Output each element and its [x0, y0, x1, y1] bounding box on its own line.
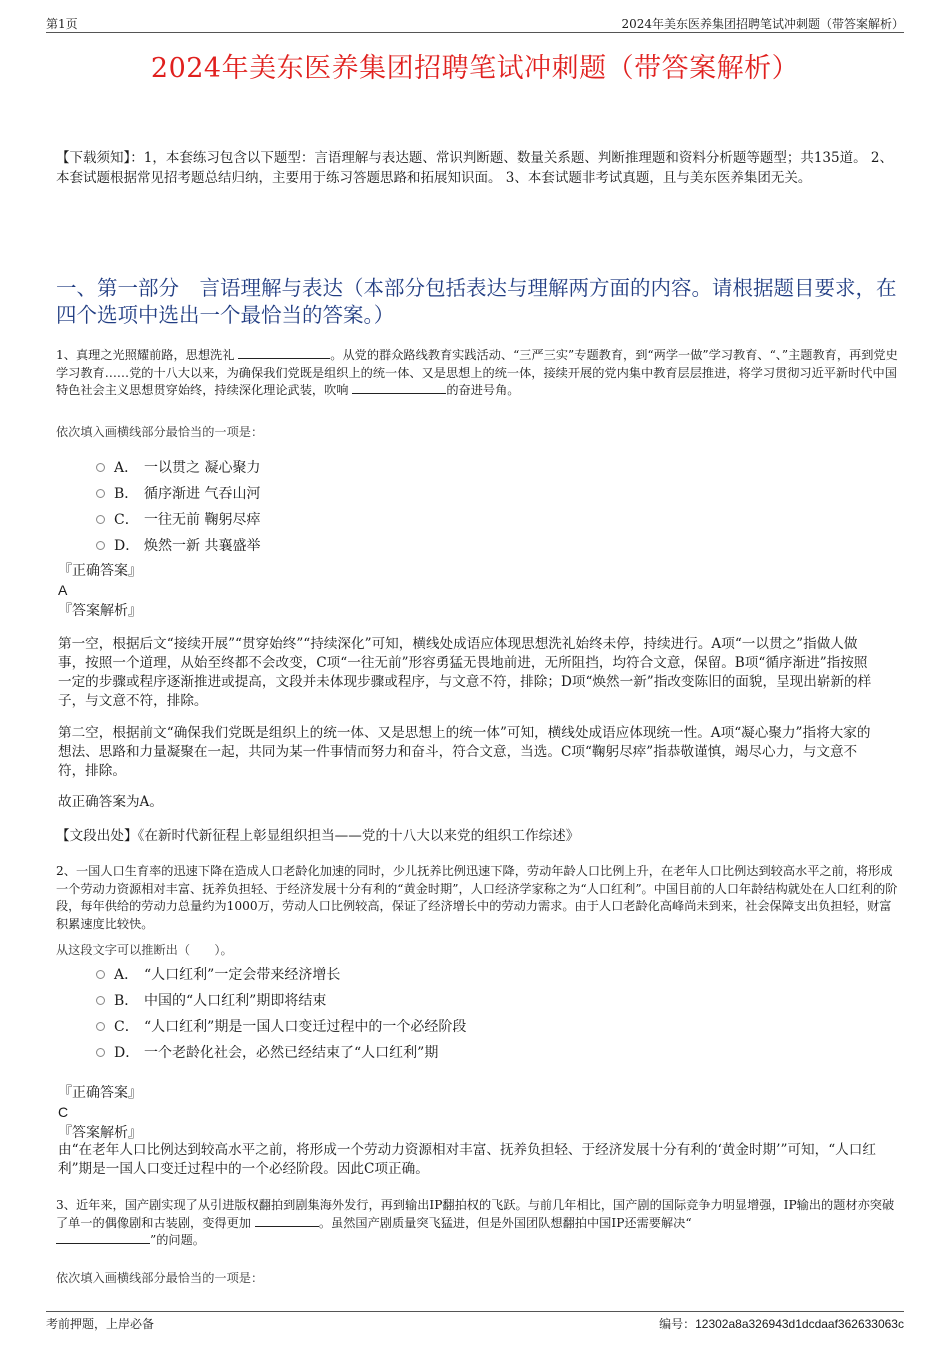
radio-icon[interactable] [96, 463, 105, 472]
radio-icon[interactable] [96, 970, 105, 979]
analysis-paragraph: 由“在老年人口比例达到较高水平之前，将形成一个劳动力资源相对丰富、抚养负担轻、于经济发展十分有利的‘黄金时期’”可知，“人口红利”期是一国人口变迁过程中的一个必经阶段。因此C项正确。 [58, 1142, 876, 1177]
page-footer [46, 1311, 904, 1331]
question-3-stem: 3、近年来，国产剧实现了从引进版权翻拍到剧集海外发行，再到输出IP翻拍权的飞跃。与前几年相比，国产剧的国际竞争力明显增强，IP输出的题材亦突破了单一的偶像剧和古装剧，变得更加 。虽然国产剧质量突飞猛进，但是外国团队想翻拍中国IP还需要解决“ ”的问题。 [56, 1198, 895, 1248]
download-notice: 【下载须知】：1，本套练习包含以下题型：言语理解与表达题、常识判断题、数量关系题、判断推理题和资料分析题等题型；共135道。 2、本套试题根据常见招考题总结归纳，主要用于练习答题思路和拓展知识面。 3、本套试题非考试真题，且与美东医养集团无关。 [56, 150, 893, 186]
fill-blank [255, 1215, 319, 1227]
radio-icon[interactable] [96, 489, 105, 498]
page-header [46, 14, 904, 33]
question-2-options [96, 961, 466, 1065]
option-c[interactable]: C． “人口红利”期是一国人口变迁过程中的一个必经阶段 [96, 1013, 466, 1039]
fill-blank [238, 347, 330, 359]
analysis-paragraph-2: 第二空，根据前文“确保我们党既是组织上的统一体、又是思想上的统一体”可知，横线处成语应体现统一性。A项“凝心聚力”指将大家的想法、思路和力量凝聚在一起，共同为某一件事情而努力和奋斗，符合文意，当选。C项“鞠躬尽瘁”指恭敬谨慎，竭尽心力，与文意不符，排除。 [58, 725, 871, 779]
radio-icon[interactable] [96, 1022, 105, 1031]
option-a[interactable]: A． 一以贯之 凝心聚力 [96, 454, 260, 480]
question-3-hint: 依次填入画横线部分最恰当的一项是： [56, 1271, 264, 1285]
option-d[interactable]: D． 一个老龄化社会，必然已经结束了“人口红利”期 [96, 1039, 466, 1065]
radio-icon[interactable] [96, 515, 105, 524]
option-b[interactable]: B． 中国的“人口红利”期即将结束 [96, 987, 466, 1013]
question-1-stem: 1、真理之光照耀前路，思想洗礼 。从党的群众路线教育实践活动、“三严三实”专题教育，到“两学一做”学习教育、“、”主题教育，再到党史学习教育……党的十八大以来，为确保我们党既是组织上的统一体、又是思想上的统一体，接续开展的党内集中教育层层推进，将学习贯彻习近平新时代中国特色社会主义思想贯穿始终，持续深化理论武装，吹响 的奋进号角。 [56, 348, 898, 398]
option-c[interactable]: C． 一往无前 鞠躬尽瘁 [96, 506, 260, 532]
source-citation: 【文段出处】《在新时代新征程上彰显组织担当——党的十八大以来党的组织工作综述》 [56, 828, 580, 844]
conclusion: 故正确答案为A。 [58, 794, 163, 810]
correct-answer: A [58, 582, 68, 598]
section-title: 一、第一部分 言语理解与表达（本部分包括表达与理解两方面的内容。请根据题目要求，在四个选项中选出一个最恰当的答案。） [56, 276, 897, 327]
analysis-label: 『答案解析』 [58, 1125, 142, 1141]
answer-label: 『正确答案』 [58, 1085, 142, 1101]
question-1-options [96, 454, 260, 558]
analysis-label: 『答案解析』 [58, 603, 142, 619]
correct-answer: C [58, 1104, 69, 1120]
option-b[interactable]: B． 循序渐进 气吞山河 [96, 480, 260, 506]
radio-icon[interactable] [96, 996, 105, 1005]
fill-blank [352, 382, 446, 394]
answer-label: 『正确答案』 [58, 563, 142, 579]
question-2-hint: 从这段文字可以推断出（ ）。 [56, 943, 233, 957]
question-2-stem: 2、一国人口生育率的迅速下降在造成人口老龄化加速的同时，少儿抚养比例迅速下降，劳动年龄人口比例上升，在老年人口比例达到较高水平之前，将形成一个劳动力资源相对丰富、抚养负担轻、于经济发展十分有利的“黄金时期”，人口经济学家称之为“人口红利”。中国目前的人口年龄结构就处在人口红利的阶段，每年供给的劳动力总量约为1000万，劳动人口比例较高，保证了经济增长中的劳动力需求。由于人口老龄化高峰尚未到来，社会保障支出负担轻，财富积累速度比较快。 [56, 864, 898, 931]
page-number: 第1页 [46, 17, 78, 31]
footer-slogan: 考前押题，上岸必备 [46, 1317, 155, 1331]
radio-icon[interactable] [96, 541, 105, 550]
fill-blank [56, 1232, 150, 1244]
question-1-hint: 依次填入画横线部分最恰当的一项是： [56, 425, 264, 439]
option-d[interactable]: D． 焕然一新 共襄盛举 [96, 532, 260, 558]
radio-icon[interactable] [96, 1048, 105, 1057]
document-id: 编号：12302a8a326943d1dcdaaf362633063c [659, 1317, 904, 1331]
header-doc-title: 2024年美东医养集团招聘笔试冲刺题（带答案解析） [621, 17, 904, 31]
option-a[interactable]: A． “人口红利”一定会带来经济增长 [96, 961, 466, 987]
analysis-paragraph-1: 第一空，根据后文“接续开展”“贯穿始终”“持续深化”可知，横线处成语应体现思想洗礼始终未停，持续进行。A项“一以贯之”指做人做事，按照一个道理，从始至终都不会改变，C项“一往无前”形容勇猛无畏地前进，无所阻挡，均符合文意，保留。B项“循序渐进”指按照一定的步骤或程序逐渐推进或提高，文段并未体现步骤或程序，与文意不符，排除；D项“焕然一新”指改变陈旧的面貌，呈现出崭新的样子，与文意不符，排除。 [58, 636, 872, 709]
document-title: 2024年美东医养集团招聘笔试冲刺题（带答案解析） [150, 53, 800, 84]
